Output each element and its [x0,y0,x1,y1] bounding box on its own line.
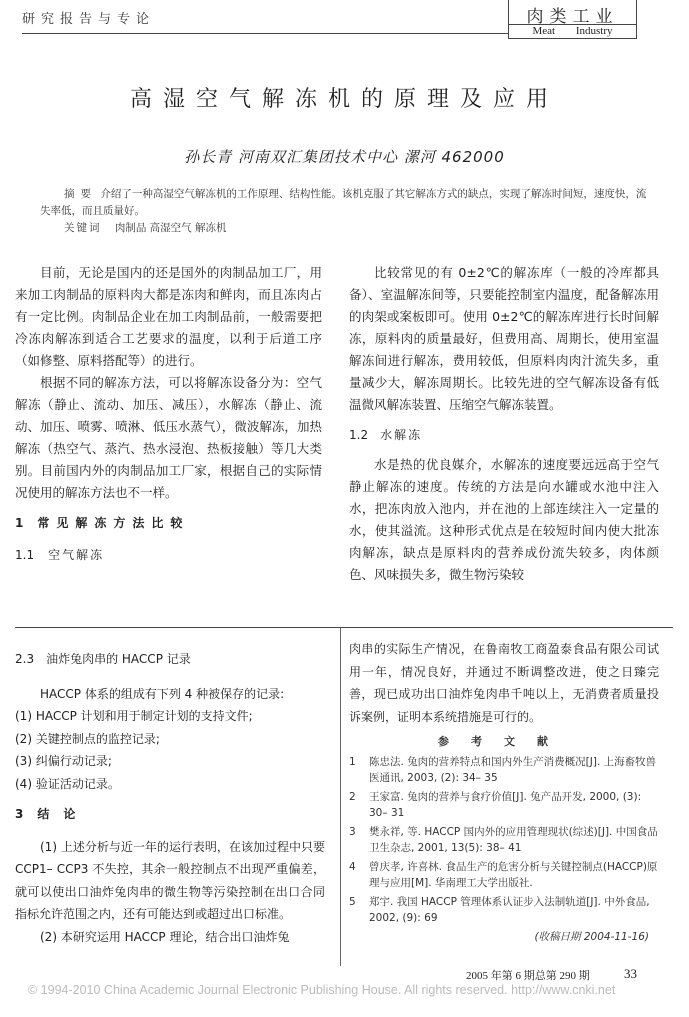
section-1-2-heading [349,424,659,446]
section-2-3-heading [15,648,325,671]
article-title: 高湿空气解冻机的原理及应用 [129,87,559,112]
abstract-block [40,186,650,237]
section-3-number: 3 [15,807,24,821]
water-thaw-paragraph: 水是热的优良媒介，水解冻的速度要远远高于空气静止解冻的速度。传统的方法是向水罐或水池中注入水，把冻肉放入池内，并在池的上部连续注入一定量的水，使其溢流。这种形式优点是在较短时间内使大批冻肉解冻，缺点是原料肉的营养成份流失较多，肉体颜色、风味损失多，微生物污染较 [349,457,659,582]
header-rule [22,33,508,34]
record-item: (4) 验证活动记录。 [15,776,120,791]
records-intro: HACCP 体系的组成有下列 4 种被保存的记录: [40,686,285,701]
section-3-title: 结论 [37,807,90,821]
reference-number: 2 [349,791,356,803]
issue-info: 2005 年第 6 期总第 290 期 [466,970,590,982]
reference-text: 曾庆孝, 许喜林. 食品生产的危害分析与关键控制点(HACCP)原理与应用[M]. 华南理工大学出版社. [369,861,658,889]
section-1-number: 1 [15,516,24,530]
section-2-3-title: 油炸兔肉串的 HACCP 记录 [46,652,191,666]
section-2-3-number: 2.3 [15,652,35,666]
reference-text: 樊永祥, 等. HACCP 国内外的应用管理现状(综述)[J]. 中国食品卫生杂志, 2001, 13(5): 38– 41 [369,826,658,854]
record-item: (1) HACCP 计划和用于制定计划的支持文件; [15,709,253,723]
record-item: (3) 纠偏行动记录; [15,754,112,768]
lower-right-column [349,638,659,945]
conclusion-2: (2) 本研究运用 HACCP 理论，结合出口油炸兔 [40,929,290,944]
reference-item [349,894,659,926]
record-item: (2) 关键控制点的监控记录; [15,731,160,746]
section-1-1-title: 空气解冻 [48,548,105,562]
references-block [349,734,659,945]
intro-paragraph-1: 目前，无论是国内的还是国外的肉制品加工厂，用来加工肉制品的原料肉大都是冻肉和鲜肉，而且冻肉占有一定比例。肉制品企业在加工肉制品前，一般需要把冷冻肉解冻到适合工艺要求的温度，以利于后道工序（如修整、原料搭配等）的进行。 [15,265,322,368]
reference-text: 王家富. 兔肉的营养与食疗价值[J]. 兔产品开发, 2000, (3): 30– 31 [369,791,642,819]
reference-text: 郑宇. 我国 HACCP 管理体系认证步入法制轨道[J]. 中外食品, 2002, (9): 69 [369,896,650,924]
reference-number: 5 [349,896,356,908]
section-1-heading [15,512,322,534]
reference-item [349,754,659,786]
keywords-text: 肉制品 高湿空气 解冻机 [114,222,227,234]
page-number: 33 [624,966,637,981]
references-heading: 参考文献 [438,735,570,748]
keywords-paragraph [40,220,650,237]
section-1-2-title: 水解冻 [380,428,423,442]
section-1-1-heading [15,544,322,566]
lower-left-column [15,648,325,948]
reference-item [349,824,659,856]
section-3-heading [15,803,325,826]
upper-left-column [15,262,322,566]
received-date: (收稿日期 2004-11-16) [534,931,649,943]
copyright-watermark: © 1994-2010 China Academic Journal Electronic Publishing House. All rights reserved. http://www.cnki.net [28,983,616,997]
abstract-label: 摘要 [64,188,97,200]
abstract-text: 介绍了一种高湿空气解冻机的工作原理、结构性能。该机克服了其它解冻方式的缺点，实现了解冻时间短，速度快，流失率低，而且质量好。 [40,188,647,217]
intro-paragraph-2: 根据不同的解冻方法，可以将解冻设备分为：空气解冻（静止、流动、加压、减压），水解冻（静止、流动、加压、喷雾、喷淋、低压水蒸气），微波解冻，加热解冻（热空气、蒸汽、热水浸泡、热板接触）等几大类别。目前国内外的肉制品加工厂家，根据自己的实际情况使用的解冻方法也不一样。 [15,375,322,500]
upper-right-column [349,262,659,586]
reference-item [349,859,659,891]
conclusion-1: (1) 上述分析与近一年的运行表明，在该加过程中只要 CCP1– CCP3 不失控，其余一般控制点不出现严重偏差，就可以使出口油炸兔肉串的微生物等污染控制在出口合同指标允许范围之内，还有可能达到或超过出口标准。 [15,839,325,921]
journal-masthead [508,0,637,39]
section-1-title: 常见解冻方法比较 [37,516,190,530]
air-thaw-paragraph: 比较常见的有 0±2℃的解冻库（一般的冷库都具备）、室温解冻间等，只要能控制室内温度，配备解冻用的肉架或案板即可。使用 0±2℃的解冻库进行长时间解冻，原料肉的质量最好，但费用高、周期长，使用室温解冻间进行解冻，费用较低，但原料肉肉汁流失多，重量减少大，解冻周期长。比较先进的空气解冻设备有低温微风解冻装置、压缩空气解冻装置。 [349,265,659,412]
reference-number: 4 [349,861,356,873]
column-divider [340,628,341,966]
article-authors: 孙长青 河南双汇集团技术中心 漯河 462000 [184,148,505,166]
journal-title-cn: 肉类工业 [526,7,619,27]
abstract-paragraph [40,186,650,220]
reference-item [349,789,659,821]
reference-number: 1 [349,756,356,768]
keywords-label: 关键词 [64,222,102,234]
section-1-2-number: 1.2 [349,428,369,442]
conclusion-continued: 肉串的实际生产情况，在鲁南牧工商盈泰食品有限公司试用一年，情况良好，并通过不断调整改进，使之日臻完善，现已成功出口油炸兔肉串千吨以上，无消费者质量投诉案例，证明本系统措施是可行的。 [349,642,659,724]
article-divider [15,627,673,628]
section-1-1-number: 1.1 [15,548,35,562]
reference-number: 3 [349,826,356,838]
journal-title-en: Meat Industry [509,24,636,37]
reference-text: 陈忠法. 兔肉的营养特点和国内外生产消费概况[J]. 上海畜牧兽医通讯, 2003, (2): 34– 35 [369,756,657,784]
section-label: 研究报告与专论 [22,12,156,27]
